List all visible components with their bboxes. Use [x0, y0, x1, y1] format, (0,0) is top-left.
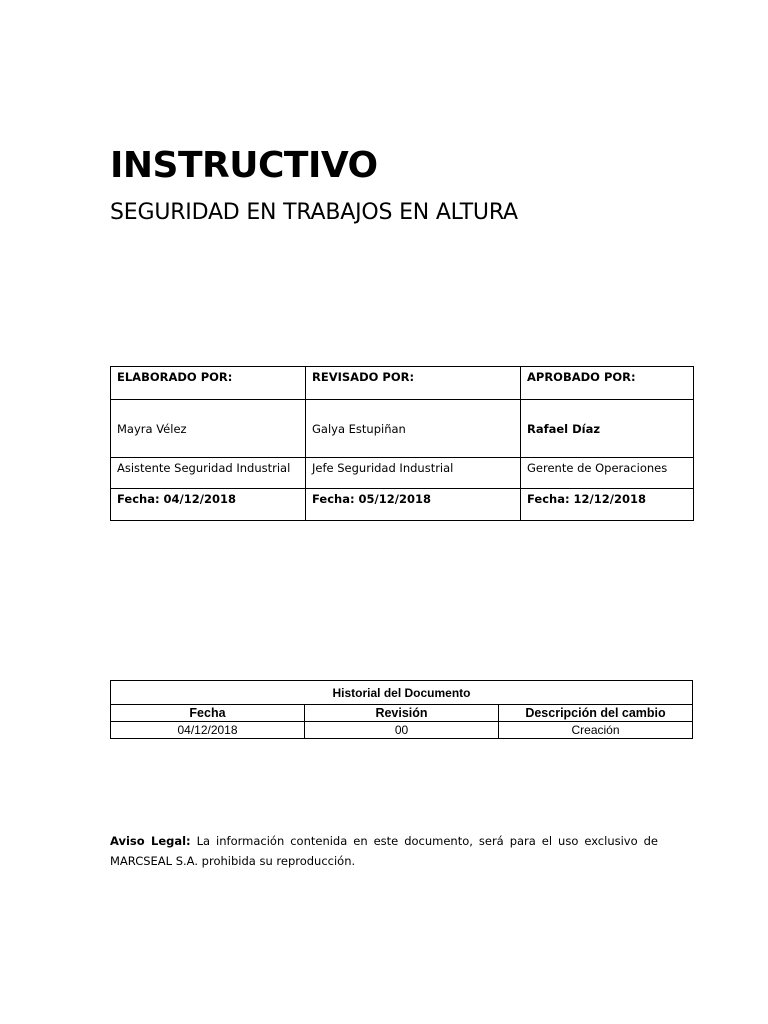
aprobado-name: Rafael Díaz: [521, 400, 694, 458]
approval-header-row: [111, 367, 694, 400]
history-col-fecha: Fecha: [111, 705, 305, 722]
elaborado-name: Mayra Vélez: [111, 400, 306, 458]
legal-label: Aviso Legal:: [110, 834, 191, 848]
legal-notice: [110, 831, 658, 871]
revisado-date: Fecha: 05/12/2018: [306, 489, 521, 521]
history-table: [110, 680, 693, 739]
table-row: [111, 722, 693, 739]
elaborado-header: ELABORADO POR:: [111, 367, 306, 400]
approval-names-row: [111, 400, 694, 458]
approval-dates-row: [111, 489, 694, 521]
aprobado-role: Gerente de Operaciones: [521, 458, 694, 489]
revisado-header: REVISADO POR:: [306, 367, 521, 400]
history-title-row: [111, 681, 693, 705]
legal-text: La información contenida en este documento, será para el uso exclusivo de MARCSEAL S.A. prohibida su reproducción.: [110, 834, 658, 868]
document-title: INSTRUCTIVO: [110, 145, 378, 186]
aprobado-header: APROBADO POR:: [521, 367, 694, 400]
revisado-name: Galya Estupiñan: [306, 400, 521, 458]
aprobado-date: Fecha: 12/12/2018: [521, 489, 694, 521]
history-cell-revision: 00: [305, 722, 499, 739]
document-subtitle: SEGURIDAD EN TRABAJOS EN ALTURA: [110, 200, 518, 225]
history-col-revision: Revisión: [305, 705, 499, 722]
approval-roles-row: [111, 458, 694, 489]
history-cell-descripcion: Creación: [499, 722, 693, 739]
revisado-role: Jefe Seguridad Industrial: [306, 458, 521, 489]
history-cell-fecha: 04/12/2018: [111, 722, 305, 739]
approval-table: [110, 366, 694, 521]
elaborado-date: Fecha: 04/12/2018: [111, 489, 306, 521]
history-header-row: [111, 705, 693, 722]
history-col-descripcion: Descripción del cambio: [499, 705, 693, 722]
history-title: Historial del Documento: [111, 681, 693, 705]
elaborado-role: Asistente Seguridad Industrial: [111, 458, 306, 489]
